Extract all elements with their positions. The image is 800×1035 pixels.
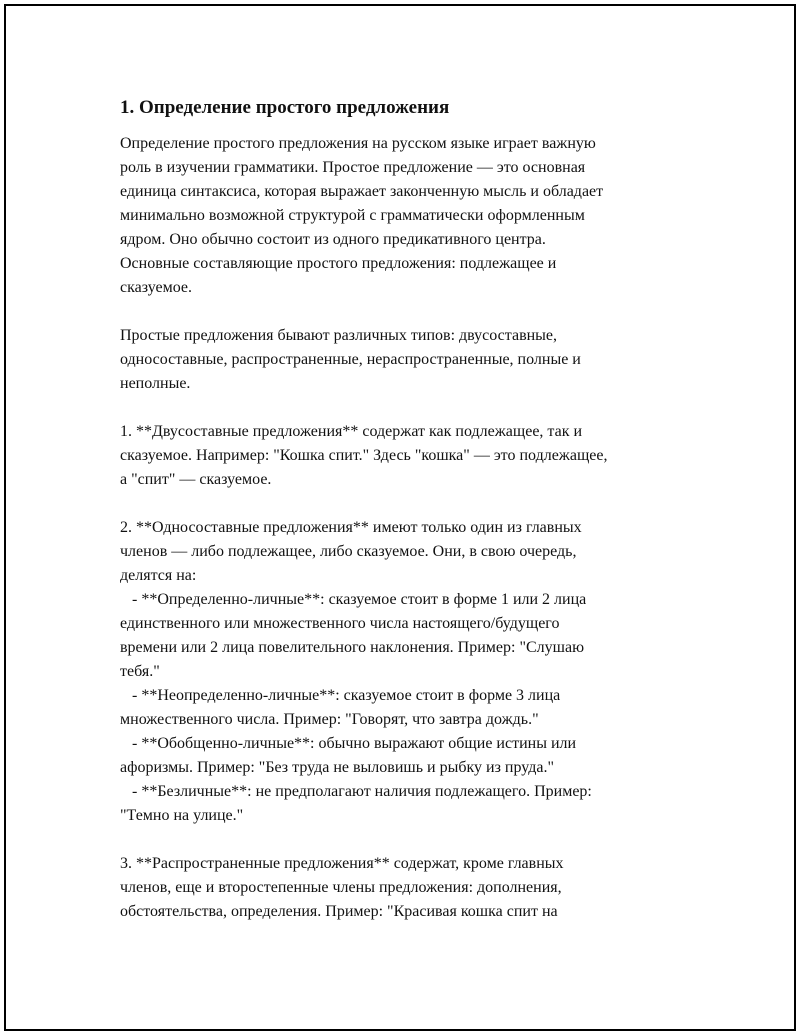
text-line: афоризмы. Пример: "Без труда не выловишь и рыбку из пруда.": [120, 759, 555, 776]
text-line: - **Обобщенно-личные**: обычно выражают общие истины или: [120, 735, 577, 752]
text-line: неполные.: [120, 375, 191, 392]
text-line: а "спит" — сказуемое.: [120, 471, 272, 488]
paragraph-extended: [120, 852, 700, 924]
paragraph-types: [120, 324, 700, 396]
text-line: Основные составляющие простого предложения: подлежащее и: [120, 255, 557, 272]
text-line: членов — либо подлежащее, либо сказуемое. Они, в свою очередь,: [120, 543, 577, 560]
text-line: минимально возможной структурой с грамматически оформленным: [120, 207, 585, 224]
paragraph-definition: [120, 132, 700, 300]
text-line: "Темно на улице.": [120, 807, 244, 824]
text-line: - **Определенно-личные**: сказуемое стоит в форме 1 или 2 лица: [120, 591, 587, 608]
text-line: - **Неопределенно-личные**: сказуемое стоит в форме 3 лица: [120, 687, 561, 704]
text-line: односоставные, распространенные, нераспространенные, полные и: [120, 351, 581, 368]
text-line: Простые предложения бывают различных типов: двусоставные,: [120, 327, 558, 344]
document-content: [120, 96, 700, 948]
text-line: тебя.": [120, 663, 160, 680]
text-line: времени или 2 лица повелительного наклонения. Пример: "Слушаю: [120, 639, 585, 656]
text-line: обстоятельства, определения. Пример: "Красивая кошка спит на: [120, 903, 558, 920]
text-line: 3. **Распространенные предложения** содержат, кроме главных: [120, 855, 564, 872]
text-line: единственного или множественного числа настоящего/будущего: [120, 615, 560, 632]
text-line: единица синтаксиса, которая выражает законченную мысль и обладает: [120, 183, 604, 200]
text-line: делятся на:: [120, 567, 197, 584]
text-line: 1. **Двусоставные предложения** содержат как подлежащее, так и: [120, 423, 583, 440]
text-line: сказуемое. Например: "Кошка спит." Здесь "кошка" — это подлежащее,: [120, 447, 608, 464]
text-line: сказуемое.: [120, 279, 193, 296]
text-line: множественного числа. Пример: "Говорят, что завтра дождь.": [120, 711, 539, 728]
text-line: ядром. Оно обычно состоит из одного предикативного центра.: [120, 231, 546, 248]
text-line: роль в изучении грамматики. Простое предложение — это основная: [120, 159, 586, 176]
paragraph-two-part: [120, 420, 700, 492]
section-heading: 1. Определение простого предложения: [120, 97, 450, 118]
text-line: 2. **Односоставные предложения** имеют только один из главных: [120, 519, 582, 536]
text-line: - **Безличные**: не предполагают наличия подлежащего. Пример:: [120, 783, 592, 800]
document-page: [4, 4, 796, 1031]
text-line: Определение простого предложения на русском языке играет важную: [120, 135, 596, 152]
text-line: членов, еще и второстепенные члены предложения: дополнения,: [120, 879, 562, 896]
paragraph-one-part: [120, 516, 700, 828]
